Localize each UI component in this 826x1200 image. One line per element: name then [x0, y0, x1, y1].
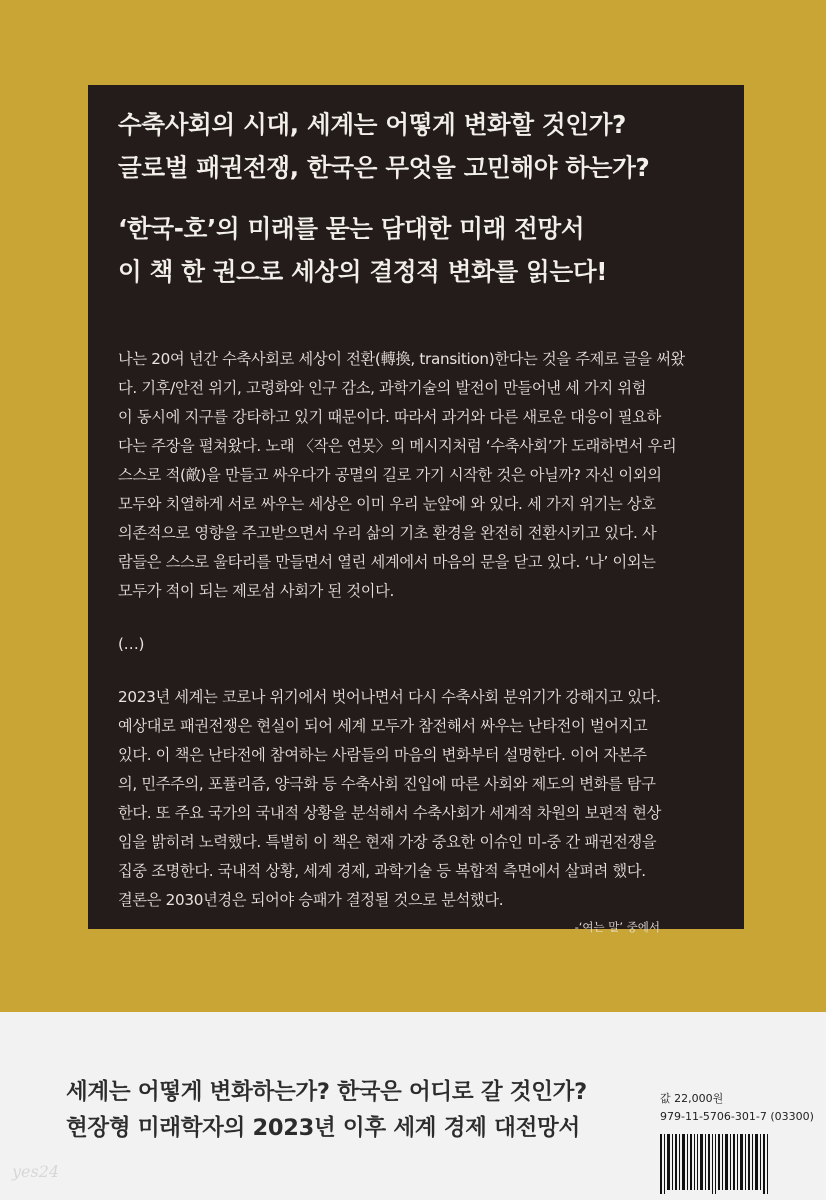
- text-line: 한다. 또 주요 국가의 국내적 상황을 분석해서 수축사회가 세계적 차원의 보편적 현상: [118, 804, 661, 822]
- text-line: 임을 밝히려 노력했다. 특별히 이 책은 현재 가장 중요한 이슈인 미-중 간 패권전쟁을: [118, 833, 657, 851]
- text-line: 의존적으로 영향을 주고받으면서 우리 삶의 기초 환경을 완전히 전환시키고 있다. 사: [118, 524, 657, 542]
- watermark-logo: yes24: [12, 1162, 60, 1181]
- text-line: 스스로 적(敵)을 만들고 싸우다가 공멸의 길로 가기 시작한 것은 아닐까? 자신 이외의: [118, 466, 662, 484]
- text-line: 2023년 세계는 코로나 위기에서 벗어나면서 다시 수축사회 분위기가 강해지고 있다.: [118, 688, 661, 706]
- headline-block-1: [118, 103, 702, 189]
- text-line: 모두와 치열하게 서로 싸우는 세상은 이미 우리 눈앞에 와 있다. 세 가지 위기는 상호: [118, 495, 656, 513]
- price-label: 값 22,000원: [660, 1092, 724, 1105]
- headline-line: 수축사회의 시대, 세계는 어떻게 변화할 것인가?: [118, 110, 627, 139]
- excerpt-source: -‘여는 말’ 중에서: [574, 920, 660, 934]
- excerpt-body: [118, 345, 702, 915]
- text-line: 람들은 스스로 울타리를 만들면서 열린 세계에서 마음의 문을 닫고 있다. ‘나’ 이외는: [118, 553, 656, 571]
- headline-line: 글로벌 패권전쟁, 한국은 무엇을 고민해야 하는가?: [118, 153, 650, 182]
- text-line: 나는 20여 년간 수축사회로 세상이 전환(轉換, transition)한다는 것을 주제로 글을 써왔: [118, 350, 685, 368]
- text-line: 결론은 2030년경은 되어야 승패가 결정될 것으로 분석했다.: [118, 891, 504, 909]
- tagline-line: 세계는 어떻게 변화하는가? 한국은 어디로 갈 것인가?: [66, 1079, 587, 1105]
- excerpt-paragraph-1: [118, 345, 702, 606]
- headline-line: 이 책 한 권으로 세상의 결정적 변화를 읽는다!: [118, 257, 608, 286]
- tagline: [66, 1074, 587, 1146]
- tagline-line: 현장형 미래학자의 2023년 이후 세계 경제 대전망서: [66, 1115, 580, 1141]
- text-line: 있다. 이 책은 난타전에 참여하는 사람들의 마음의 변화부터 설명한다. 이어 자본주: [118, 746, 647, 764]
- ellipsis-marker: (…): [118, 635, 145, 653]
- text-line: 이 동시에 지구를 강타하고 있기 때문이다. 따라서 과거와 다른 새로운 대응이 필요하: [118, 408, 661, 426]
- excerpt-paragraph-2: [118, 683, 702, 915]
- isbn-label: 979-11-5706-301-7 (03300): [660, 1110, 814, 1123]
- text-line: 다. 기후/안전 위기, 고령화와 인구 감소, 과학기술의 발전이 만들어낸 세 가지 위험: [118, 379, 647, 397]
- headline-line: ‘한국-호’의 미래를 묻는 담대한 미래 전망서: [118, 214, 585, 243]
- text-line: 의, 민주주의, 포퓰리즘, 양극화 등 수축사회 진입에 따른 사회와 제도의 변화를 탐구: [118, 775, 656, 793]
- text-line: 다는 주장을 펼쳐왔다. 노래 〈작은 연못〉의 메시지처럼 ‘수축사회’가 도래하면서 우리: [118, 437, 677, 455]
- back-cover-footer: [0, 1012, 826, 1200]
- blurb-box: [88, 85, 744, 934]
- headline-block-2: [118, 207, 702, 293]
- text-line: 집중 조명한다. 국내적 상황, 세계 경제, 과학기술 등 복합적 측면에서 살펴려 했다.: [118, 862, 646, 880]
- barcode-icon: [660, 1134, 768, 1194]
- text-line: 예상대로 패권전쟁은 현실이 되어 세계 모두가 참전해서 싸우는 난타전이 벌어지고: [118, 717, 648, 735]
- text-line: 모두가 적이 되는 제로섬 사회가 된 것이다.: [118, 582, 395, 600]
